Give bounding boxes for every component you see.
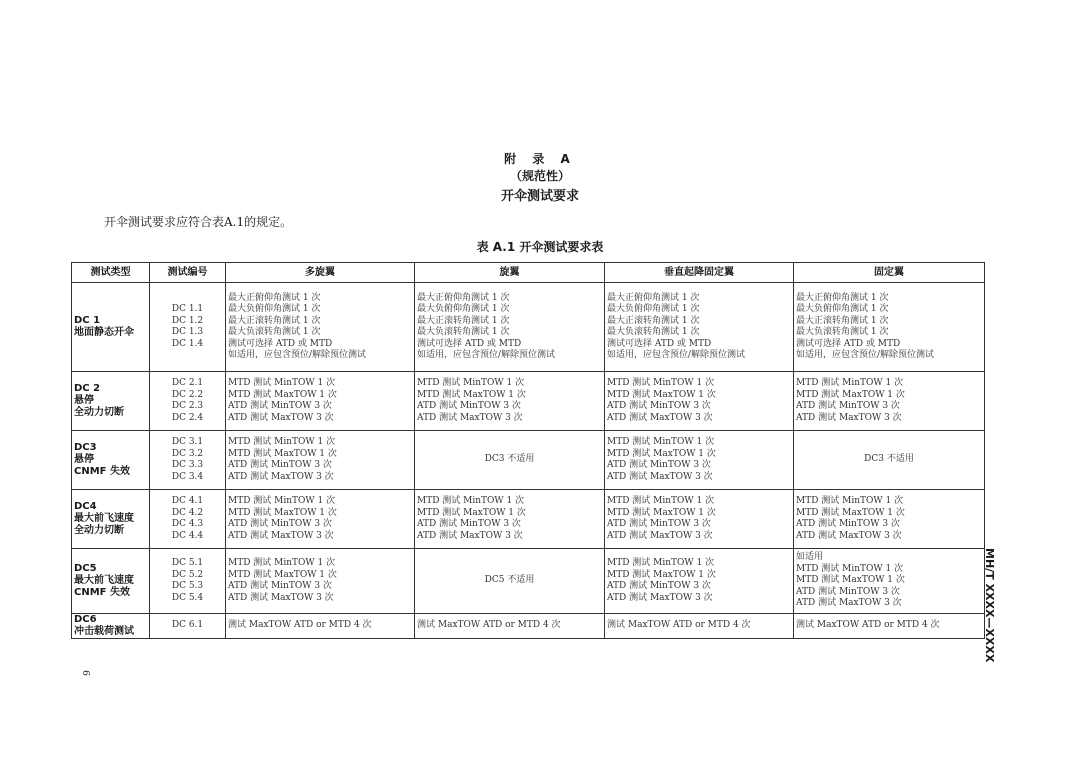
test-type-line: DC6 xyxy=(74,614,97,625)
requirement-line: ATD 测试 MinTOW 3 次 xyxy=(796,401,900,411)
test-id: DC 1.1 xyxy=(171,304,204,314)
test-id-cell xyxy=(150,372,226,431)
requirement-line: MTD 测试 MinTOW 1 次 xyxy=(607,558,715,568)
test-id: DC 2.2 xyxy=(171,389,204,400)
page-number: 6 xyxy=(79,670,90,676)
requirement-line: ATD 测试 MaxTOW 3 次 xyxy=(228,592,334,603)
requirement-cell-multirotor xyxy=(226,431,415,490)
test-type-line: 全动力切断 xyxy=(74,407,124,418)
test-id: DC 6.1 xyxy=(171,620,204,631)
table-row xyxy=(72,431,985,490)
test-type-cell xyxy=(72,549,150,614)
test-requirements-table xyxy=(71,262,985,639)
test-type-line: DC5 xyxy=(74,563,97,574)
test-type-cell xyxy=(72,490,150,549)
test-type-cell xyxy=(72,431,150,490)
requirement-cell-vtol-fixed-wing xyxy=(605,431,794,490)
test-type-line: 悬停 xyxy=(74,395,94,406)
requirement-line: MTD 测试 MaxTOW 1 次 xyxy=(607,389,716,400)
requirement-line: 测试可选择 ATD 或 MTD xyxy=(607,338,712,349)
test-type-line: CNMF 失效 xyxy=(74,466,130,477)
requirement-line: ATD 测试 MaxTOW 3 次 xyxy=(228,530,334,541)
requirement-line: ATD 测试 MaxTOW 3 次 xyxy=(417,530,523,541)
test-type-line: DC4 xyxy=(74,501,97,512)
requirement-cell-fixed-wing xyxy=(794,431,985,490)
annex-heading: 附 录 A xyxy=(504,152,576,166)
requirement-line: 如适用，应包含预位/解除预位测试 xyxy=(417,350,556,360)
requirement-line: MTD 测试 MinTOW 1 次 xyxy=(228,496,336,506)
requirement-line: 测试 MaxTOW ATD or MTD 4 次 xyxy=(796,620,940,631)
requirement-line: 如适用，应包含预位/解除预位测试 xyxy=(228,350,367,360)
requirement-cell-rotorcraft xyxy=(415,549,605,614)
requirement-line: 最大负俯仰角测试 1 次 xyxy=(796,304,889,314)
annex-title: 开伞测试要求 xyxy=(500,189,579,204)
requirement-line: 最大负俯仰角测试 1 次 xyxy=(228,304,321,314)
requirement-line: ATD 测试 MinTOW 3 次 xyxy=(607,401,711,411)
requirement-line: 最大正俯仰角测试 1 次 xyxy=(228,292,321,303)
requirement-cell-multirotor xyxy=(226,283,415,372)
requirement-line: MTD 测试 MinTOW 1 次 xyxy=(417,378,525,388)
requirement-line: MTD 测试 MaxTOW 1 次 xyxy=(228,389,337,400)
requirement-cell-fixed-wing xyxy=(794,614,985,639)
table-row xyxy=(72,372,985,431)
requirement-line: ATD 测试 MinTOW 3 次 xyxy=(228,519,332,529)
requirement-line: 最大正滚转角测试 1 次 xyxy=(417,315,510,326)
requirement-cell-vtol-fixed-wing xyxy=(605,490,794,549)
requirement-line: 最大负俯仰角测试 1 次 xyxy=(417,304,510,314)
requirement-line: MTD 测试 MinTOW 1 次 xyxy=(796,563,904,574)
requirement-cell-multirotor xyxy=(226,372,415,431)
requirement-line: MTD 测试 MinTOW 1 次 xyxy=(228,437,336,447)
table-row xyxy=(72,490,985,549)
requirement-cell-rotorcraft xyxy=(415,490,605,549)
requirement-cell-fixed-wing xyxy=(794,490,985,549)
requirement-line: ATD 测试 MinTOW 3 次 xyxy=(796,519,900,529)
header-vtol-fixed-wing: 垂直起降固定翼 xyxy=(605,263,794,283)
requirement-line: ATD 测试 MaxTOW 3 次 xyxy=(607,471,713,482)
requirement-cell-fixed-wing xyxy=(794,372,985,431)
test-id: DC 4.2 xyxy=(171,507,204,518)
test-id: DC 3.4 xyxy=(171,471,204,482)
requirement-line: ATD 测试 MaxTOW 3 次 xyxy=(228,471,334,482)
requirement-line: 测试 MaxTOW ATD or MTD 4 次 xyxy=(417,620,561,631)
test-type-line: DC 2 xyxy=(74,383,101,394)
requirement-cell-multirotor xyxy=(226,549,415,614)
requirement-cell-fixed-wing xyxy=(794,549,985,614)
requirement-line: 最大负滚转角测试 1 次 xyxy=(228,327,321,337)
requirement-line: ATD 测试 MaxTOW 3 次 xyxy=(417,412,523,423)
test-id: DC 5.1 xyxy=(171,558,204,568)
requirement-line: 测试可选择 ATD 或 MTD xyxy=(796,338,901,349)
requirement-line: ATD 测试 MinTOW 3 次 xyxy=(796,586,900,597)
test-id: DC 4.3 xyxy=(171,519,204,529)
test-id: DC 2.3 xyxy=(171,401,204,411)
requirement-line: MTD 测试 MaxTOW 1 次 xyxy=(607,569,716,580)
test-id-cell xyxy=(150,431,226,490)
header-fixed-wing: 固定翼 xyxy=(794,263,985,283)
requirement-cell-rotorcraft xyxy=(415,283,605,372)
test-type-line: 地面静态开伞 xyxy=(74,327,134,338)
requirement-line: MTD 测试 MaxTOW 1 次 xyxy=(796,575,905,586)
not-applicable-text: DC3 不适用 xyxy=(484,454,535,465)
test-id: DC 5.3 xyxy=(171,581,204,591)
requirement-line: ATD 测试 MaxTOW 3 次 xyxy=(796,598,902,609)
test-id-cell xyxy=(150,283,226,372)
requirement-cell-rotorcraft xyxy=(415,614,605,639)
header-test-type: 测试类型 xyxy=(72,263,150,283)
requirement-line: MTD 测试 MaxTOW 1 次 xyxy=(607,507,716,518)
header-rotorcraft: 旋翼 xyxy=(415,263,605,283)
requirement-line: ATD 测试 MaxTOW 3 次 xyxy=(228,412,334,423)
test-id: DC 3.3 xyxy=(171,460,204,470)
test-type-line: DC 1 xyxy=(74,315,101,326)
requirement-line: 最大正俯仰角测试 1 次 xyxy=(417,292,510,303)
requirement-cell-vtol-fixed-wing xyxy=(605,614,794,639)
requirement-cell-rotorcraft xyxy=(415,431,605,490)
requirement-line: 如适用，应包含预位/解除预位测试 xyxy=(607,350,746,360)
test-id: DC 5.2 xyxy=(171,569,204,580)
requirement-line: ATD 测试 MinTOW 3 次 xyxy=(607,460,711,470)
requirement-line: ATD 测试 MinTOW 3 次 xyxy=(417,519,521,529)
table-row xyxy=(72,614,985,639)
requirement-line: ATD 测试 MinTOW 3 次 xyxy=(228,460,332,470)
not-applicable-text: DC3 不适用 xyxy=(864,454,914,465)
requirement-line: MTD 测试 MinTOW 1 次 xyxy=(607,437,715,447)
requirement-line: MTD 测试 MinTOW 1 次 xyxy=(228,378,336,388)
requirement-line: MTD 测试 MaxTOW 1 次 xyxy=(417,507,526,518)
test-id: DC 2.1 xyxy=(171,378,204,388)
test-type-line: 最大前飞速度 xyxy=(74,513,134,524)
requirement-line: MTD 测试 MaxTOW 1 次 xyxy=(796,507,905,518)
test-id: DC 1.4 xyxy=(171,338,204,349)
requirement-line: 最大正滚转角测试 1 次 xyxy=(607,315,700,326)
requirement-line: 最大正滚转角测试 1 次 xyxy=(796,315,889,326)
test-id: DC 5.4 xyxy=(171,592,204,603)
requirement-line: 最大负滚转角测试 1 次 xyxy=(796,327,889,337)
requirement-cell-vtol-fixed-wing xyxy=(605,283,794,372)
test-type-line: 最大前飞速度 xyxy=(74,575,134,586)
requirement-line: MTD 测试 MinTOW 1 次 xyxy=(228,558,336,568)
table-row xyxy=(72,283,985,372)
test-type-cell xyxy=(72,372,150,431)
requirement-line: ATD 测试 MaxTOW 3 次 xyxy=(607,412,713,423)
test-type-cell xyxy=(72,283,150,372)
requirement-line: MTD 测试 MinTOW 1 次 xyxy=(796,496,904,506)
test-type-cell xyxy=(72,614,150,639)
requirement-line: 最大正滚转角测试 1 次 xyxy=(228,315,321,326)
requirement-line: ATD 测试 MinTOW 3 次 xyxy=(607,519,711,529)
requirement-line: MTD 测试 MinTOW 1 次 xyxy=(607,496,715,506)
normative-label: （规范性） xyxy=(509,169,570,183)
test-type-line: 悬停 xyxy=(74,454,94,465)
test-type-line: 冲击载荷测试 xyxy=(74,626,134,637)
test-type-line: DC3 xyxy=(74,442,97,453)
test-id-cell xyxy=(150,549,226,614)
requirement-line: MTD 测试 MinTOW 1 次 xyxy=(607,378,715,388)
requirement-cell-multirotor xyxy=(226,614,415,639)
requirement-line: ATD 测试 MinTOW 3 次 xyxy=(228,581,332,591)
requirement-line: 测试可选择 ATD 或 MTD xyxy=(228,338,333,349)
requirement-line: 最大正俯仰角测试 1 次 xyxy=(607,292,700,303)
requirement-cell-fixed-wing xyxy=(794,283,985,372)
test-id: DC 3.2 xyxy=(171,448,204,459)
requirement-line: MTD 测试 MaxTOW 1 次 xyxy=(228,507,337,518)
test-type-line: 全动力切断 xyxy=(74,525,124,536)
test-id: DC 1.2 xyxy=(171,315,204,326)
header-multirotor: 多旋翼 xyxy=(226,263,415,283)
requirement-line: 最大负俯仰角测试 1 次 xyxy=(607,304,700,314)
requirement-line: ATD 测试 MinTOW 3 次 xyxy=(228,401,332,411)
requirement-line: 测试 MaxTOW ATD or MTD 4 次 xyxy=(607,620,751,631)
requirement-cell-multirotor xyxy=(226,490,415,549)
requirement-line: ATD 测试 MinTOW 3 次 xyxy=(607,581,711,591)
requirement-cell-vtol-fixed-wing xyxy=(605,549,794,614)
requirement-line: 最大负滚转角测试 1 次 xyxy=(607,327,700,337)
requirement-line: 如适用，应包含预位/解除预位测试 xyxy=(796,350,935,360)
requirement-line: 测试 MaxTOW ATD or MTD 4 次 xyxy=(228,620,372,631)
test-id-cell xyxy=(150,614,226,639)
requirement-line: 最大负滚转角测试 1 次 xyxy=(417,327,510,337)
requirement-line: ATD 测试 MaxTOW 3 次 xyxy=(796,530,902,541)
test-id: DC 4.1 xyxy=(171,496,204,506)
requirement-line: MTD 测试 MinTOW 1 次 xyxy=(417,496,525,506)
intro-paragraph: 开伞测试要求应符合表A.1的规定。 xyxy=(104,215,293,229)
requirement-line: ATD 测试 MaxTOW 3 次 xyxy=(607,592,713,603)
header-test-id: 测试编号 xyxy=(150,263,226,283)
requirement-line: MTD 测试 MaxTOW 1 次 xyxy=(417,389,526,400)
test-id: DC 4.4 xyxy=(171,530,204,541)
test-id: DC 3.1 xyxy=(171,437,204,447)
requirement-line: ATD 测试 MaxTOW 3 次 xyxy=(796,412,902,423)
requirement-line: MTD 测试 MinTOW 1 次 xyxy=(796,378,904,388)
table-caption: 表 A.1 开伞测试要求表 xyxy=(476,240,604,254)
requirement-line: 最大正俯仰角测试 1 次 xyxy=(796,292,889,303)
requirement-line: MTD 测试 MaxTOW 1 次 xyxy=(607,448,716,459)
requirement-line: MTD 测试 MaxTOW 1 次 xyxy=(796,389,905,400)
requirement-line: MTD 测试 MaxTOW 1 次 xyxy=(228,569,337,580)
test-id: DC 1.3 xyxy=(171,327,204,337)
requirement-cell-rotorcraft xyxy=(415,372,605,431)
requirement-cell-vtol-fixed-wing xyxy=(605,372,794,431)
test-type-line: CNMF 失效 xyxy=(74,587,130,598)
standard-code: MH/T XXXX—XXXX xyxy=(983,548,996,663)
test-id: DC 2.4 xyxy=(171,412,204,423)
not-applicable-text: DC5 不适用 xyxy=(484,575,535,586)
test-id-cell xyxy=(150,490,226,549)
table-row xyxy=(72,549,985,614)
requirement-line: 如适用 xyxy=(796,552,824,563)
requirement-line: 测试可选择 ATD 或 MTD xyxy=(417,338,522,349)
table-header-row xyxy=(72,263,985,283)
requirement-line: MTD 测试 MaxTOW 1 次 xyxy=(228,448,337,459)
requirement-line: ATD 测试 MaxTOW 3 次 xyxy=(607,530,713,541)
requirement-line: ATD 测试 MinTOW 3 次 xyxy=(417,401,521,411)
